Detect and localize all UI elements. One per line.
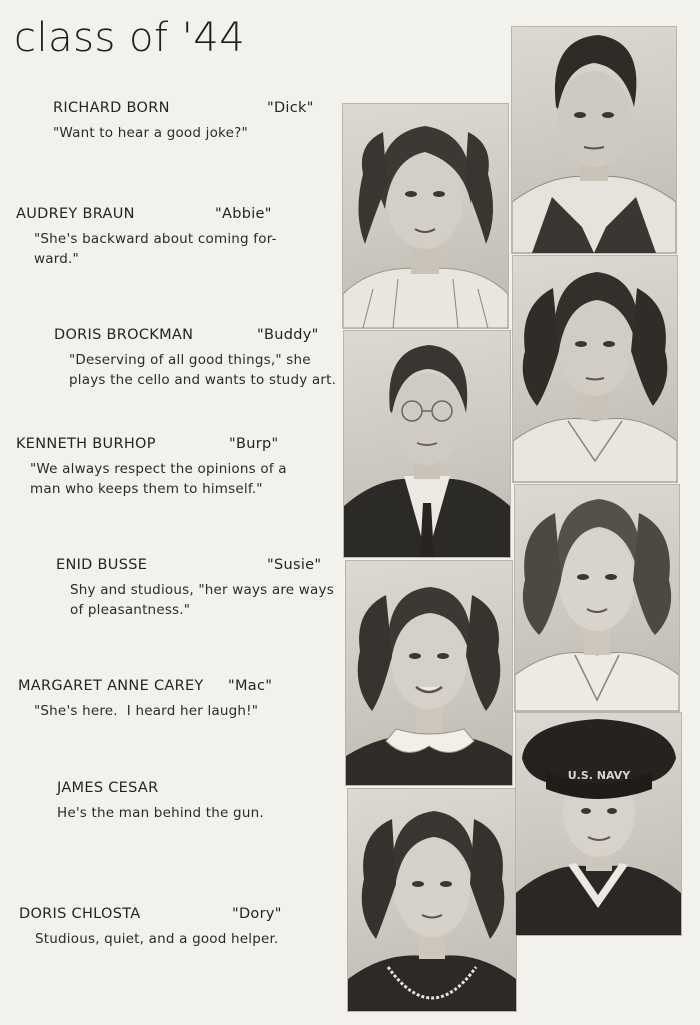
student-name: MARGARET ANNE CAREY	[18, 678, 204, 694]
student-name: DORIS BROCKMAN	[54, 327, 194, 343]
student-quote: "She's backward about coming for- ward."	[34, 231, 277, 267]
student-entry-carey	[18, 678, 318, 721]
student-quote: "We always respect the opinions of a man who keeps them to himself."	[30, 461, 287, 497]
student-nickname: "Mac"	[228, 678, 273, 694]
student-nickname: "Dick"	[267, 100, 314, 116]
student-name: JAMES CESAR	[57, 780, 159, 796]
portrait-photo-enid-busse	[514, 484, 680, 712]
student-name: RICHARD BORN	[53, 100, 170, 116]
student-name: ENID BUSSE	[56, 557, 148, 573]
student-name: DORIS CHLOSTA	[19, 906, 141, 922]
student-nickname: "Burp"	[229, 436, 279, 452]
page-title: class of '44	[14, 15, 246, 61]
portrait-photo-richard-born	[511, 26, 677, 254]
student-nickname: "Dory"	[232, 906, 282, 922]
student-quote: He's the man behind the gun.	[57, 805, 264, 821]
student-quote: Studious, quiet, and a good helper.	[35, 931, 279, 947]
navy-cap-text: U.S. NAVY	[567, 769, 631, 782]
student-entry-brockman	[54, 327, 344, 390]
student-entry-braun	[16, 206, 316, 269]
portrait-photo-doris-brockman	[512, 255, 678, 483]
student-entry-busse	[56, 557, 336, 620]
student-nickname: "Susie"	[267, 557, 322, 573]
student-nickname: "Buddy"	[257, 327, 319, 343]
student-nickname: "Abbie"	[215, 206, 272, 222]
portrait-photo-audrey-braun	[342, 103, 509, 329]
student-entry-burhop	[16, 436, 316, 499]
portrait-photo-doris-chlosta	[347, 788, 517, 1012]
portrait-photo-kenneth-burhop	[343, 330, 511, 558]
student-entry-chlosta	[19, 906, 319, 949]
student-quote: Shy and studious, "her ways are ways of pleasantness."	[70, 582, 334, 618]
portrait-photo-james-cesar	[515, 712, 682, 936]
student-name: AUDREY BRAUN	[16, 206, 135, 222]
student-quote: "Want to hear a good joke?"	[53, 125, 248, 141]
student-entry-cesar	[57, 780, 317, 823]
student-name: KENNETH BURHOP	[16, 436, 156, 452]
portrait-photo-margaret-carey	[345, 560, 513, 786]
student-entry-born	[53, 100, 323, 143]
student-quote: "She's here. I heard her laugh!"	[34, 703, 259, 719]
student-quote: "Deserving of all good things," she plays the cello and wants to study art.	[69, 352, 337, 388]
